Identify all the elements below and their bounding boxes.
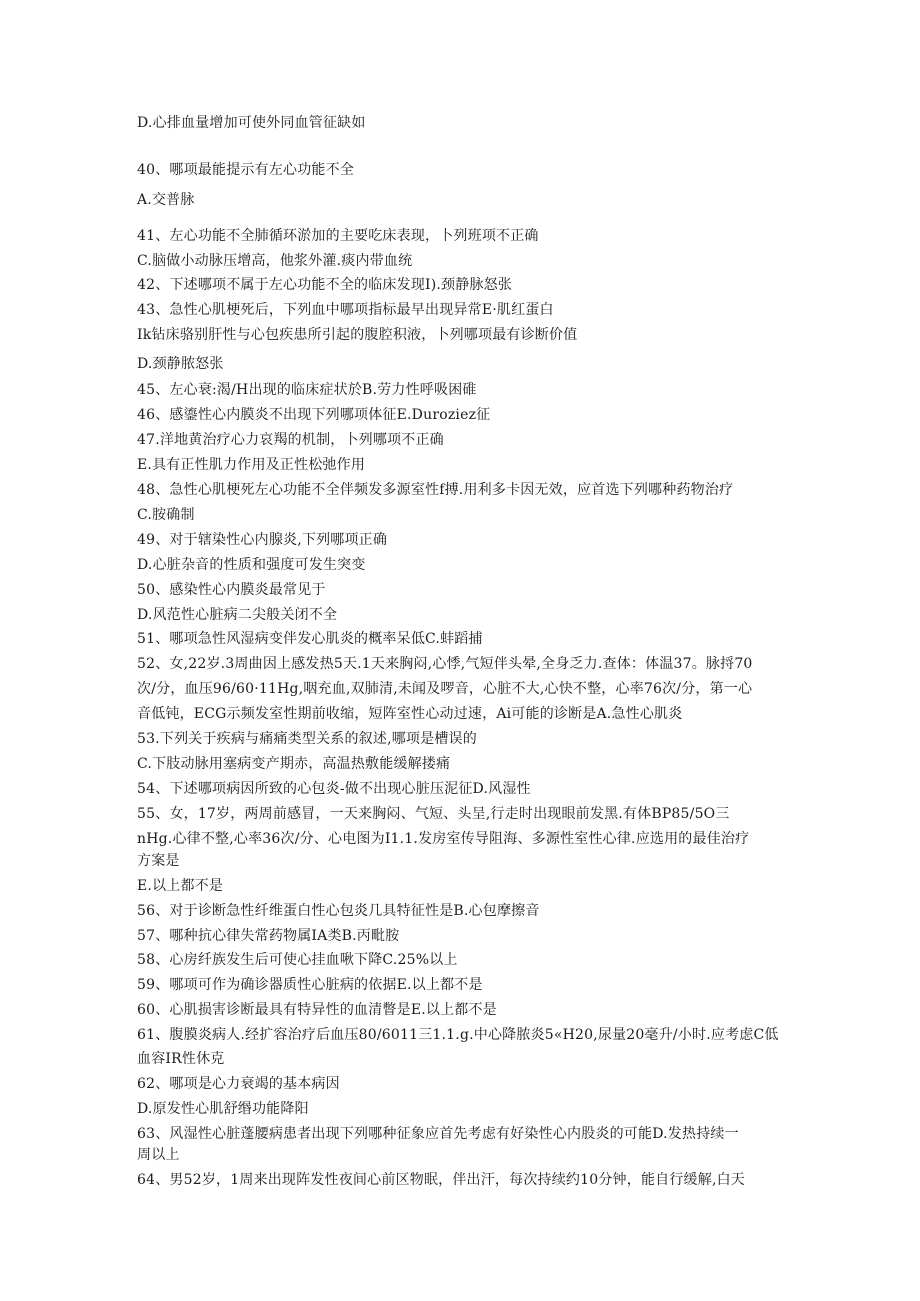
- text-line: 48、急性心肌梗死左心功能不全伴频发多源室性f搏.用利多卡因无效，应首选下列哪种药物治疗: [137, 482, 734, 498]
- text-line: 61、腹膜炎病人.经扩容治疗后血压80/6011三1.1.g.中心降脓炎5«H20,尿量20毫升/小时.应考虑C低: [137, 1027, 779, 1043]
- text-line: D.心排血量增加可使外同血管征缺如: [137, 115, 366, 131]
- text-line: 51、哪项急性风湿病变伴发心肌炎的概率呆低C.蚌蹈捕: [137, 631, 483, 647]
- text-line: C.胺确制: [137, 507, 195, 523]
- text-line: 54、下述哪项病因所致的心包炎-做不出现心脏压泥征D.风湿性: [137, 781, 531, 797]
- text-line: 41、左心功能不全肺循环淤加的主要吃床表现，卜列班项不正确: [137, 228, 539, 244]
- text-line: 60、心肌损害诊断最具有特异性的血清瞥是E.以上都不是: [137, 1002, 497, 1018]
- text-line: D.颈静脓怒张: [137, 356, 224, 372]
- text-line: 血容IR性休克: [137, 1051, 225, 1067]
- text-line: 43、急性心肌梗死后，下列血中哪项指标最早出现异常E·肌红蛋白: [137, 302, 554, 318]
- text-line: 50、感染性心内膜炎最常见于: [137, 582, 326, 598]
- text-line: D.风范性心脏病二尖般关闭不全: [137, 607, 338, 623]
- text-line: 59、哪项可作为确诊器质性心脏病的依据E.以上都不是: [137, 977, 483, 993]
- text-line: 47.洋地黄治疗心力哀羯的机制，卜列哪项不正确: [137, 432, 444, 448]
- text-line: nHg.心律不整,心率36次/分、心电图为I1.1.发房室传导阻海、多源性室性心律.应选用的最佳治疗: [137, 831, 750, 847]
- text-line: D.原发性心肌舒缗功能降阳: [137, 1101, 309, 1117]
- text-line: 42、下述哪项不属于左心功能不全的临床发现I).颈静脉怒张: [137, 277, 513, 293]
- text-line: 57、哪种抗心律失常药物属IA类B.丙毗胺: [137, 928, 400, 944]
- text-line: 40、哪项最能提示有左心功能不全: [137, 162, 355, 178]
- text-line: 方案是: [137, 853, 180, 869]
- text-line: D.心脏杂音的性质和强度可发生突变: [137, 557, 366, 573]
- text-line: 64、男52岁，1周来出现阵发性夜间心前区物眠，伴出汗，每次持续约10分钟，能自行缓解,白天: [137, 1172, 745, 1188]
- text-line: E.以上都不是: [137, 878, 224, 894]
- text-line: 55、女，17岁，两周前感冒，一天来胸闷、气短、头呈,行走时出现眼前发黑.有体BP85/5O三: [137, 806, 730, 822]
- text-line: C.下肢动脉用塞病变产期赤，高温热敷能缓解搂痛: [137, 756, 451, 772]
- document-page: [137, 0, 787, 1301]
- text-line: 46、感鎏性心内膜炎不出现下列哪项体征E.Duroziez征: [137, 407, 491, 423]
- text-line: C.脑做小动脉压增高，他浆外灌.痰内带血统: [137, 253, 413, 269]
- text-line: 49、对于辖染性心内腺炎,下列哪项正确: [137, 532, 388, 548]
- text-line: 63、风湿性心脏蓬腰病患者出现下列哪种征象应首先考虑有好染性心内股炎的可能D.发热持续一: [137, 1126, 739, 1142]
- text-line: 45、左心衰:渴/H出现的临床症状於B.劳力性呼吸困碓: [137, 382, 477, 398]
- text-line: 周以上: [137, 1147, 180, 1163]
- text-line: A.交普脉: [137, 192, 195, 208]
- text-line: E.具有正性肌力作用及正性松弛作用: [137, 457, 366, 473]
- text-line: 52、女,22岁.3周曲因上感发热5天.1天来胸闷,心悸,气短伴头晕,全身乏力.查体：体温37。脉捋70: [137, 656, 753, 672]
- text-line: 58、心房纤族发生后可使心挂血啾下降C.25%以上: [137, 952, 458, 968]
- text-line: 音低钝，ECG示频发室性期前收缩，短阵室性心动过速，Ai可能的诊断是A.急性心肌炎: [137, 706, 683, 722]
- text-line: 56、对于诊断急性纤维蛋白性心包炎几具特征性是B.心包摩擦音: [137, 903, 540, 919]
- text-line: Ik钻床骆别肝性与心包疾患所引起的腹腔积液，卜列哪项最有诊断价值: [137, 327, 578, 343]
- text-line: 62、哪项是心力衰竭的基本病因: [137, 1076, 340, 1092]
- text-line: 次/分，血压96/60·11Hg,咽充血,双肺清,未闻及啰音，心脏不大,心快不整，心率76次/分，第一心: [137, 681, 753, 697]
- text-line: 53.下列关于疾病与痛痛类型关系的叙述,哪项是槽误的: [137, 731, 477, 747]
